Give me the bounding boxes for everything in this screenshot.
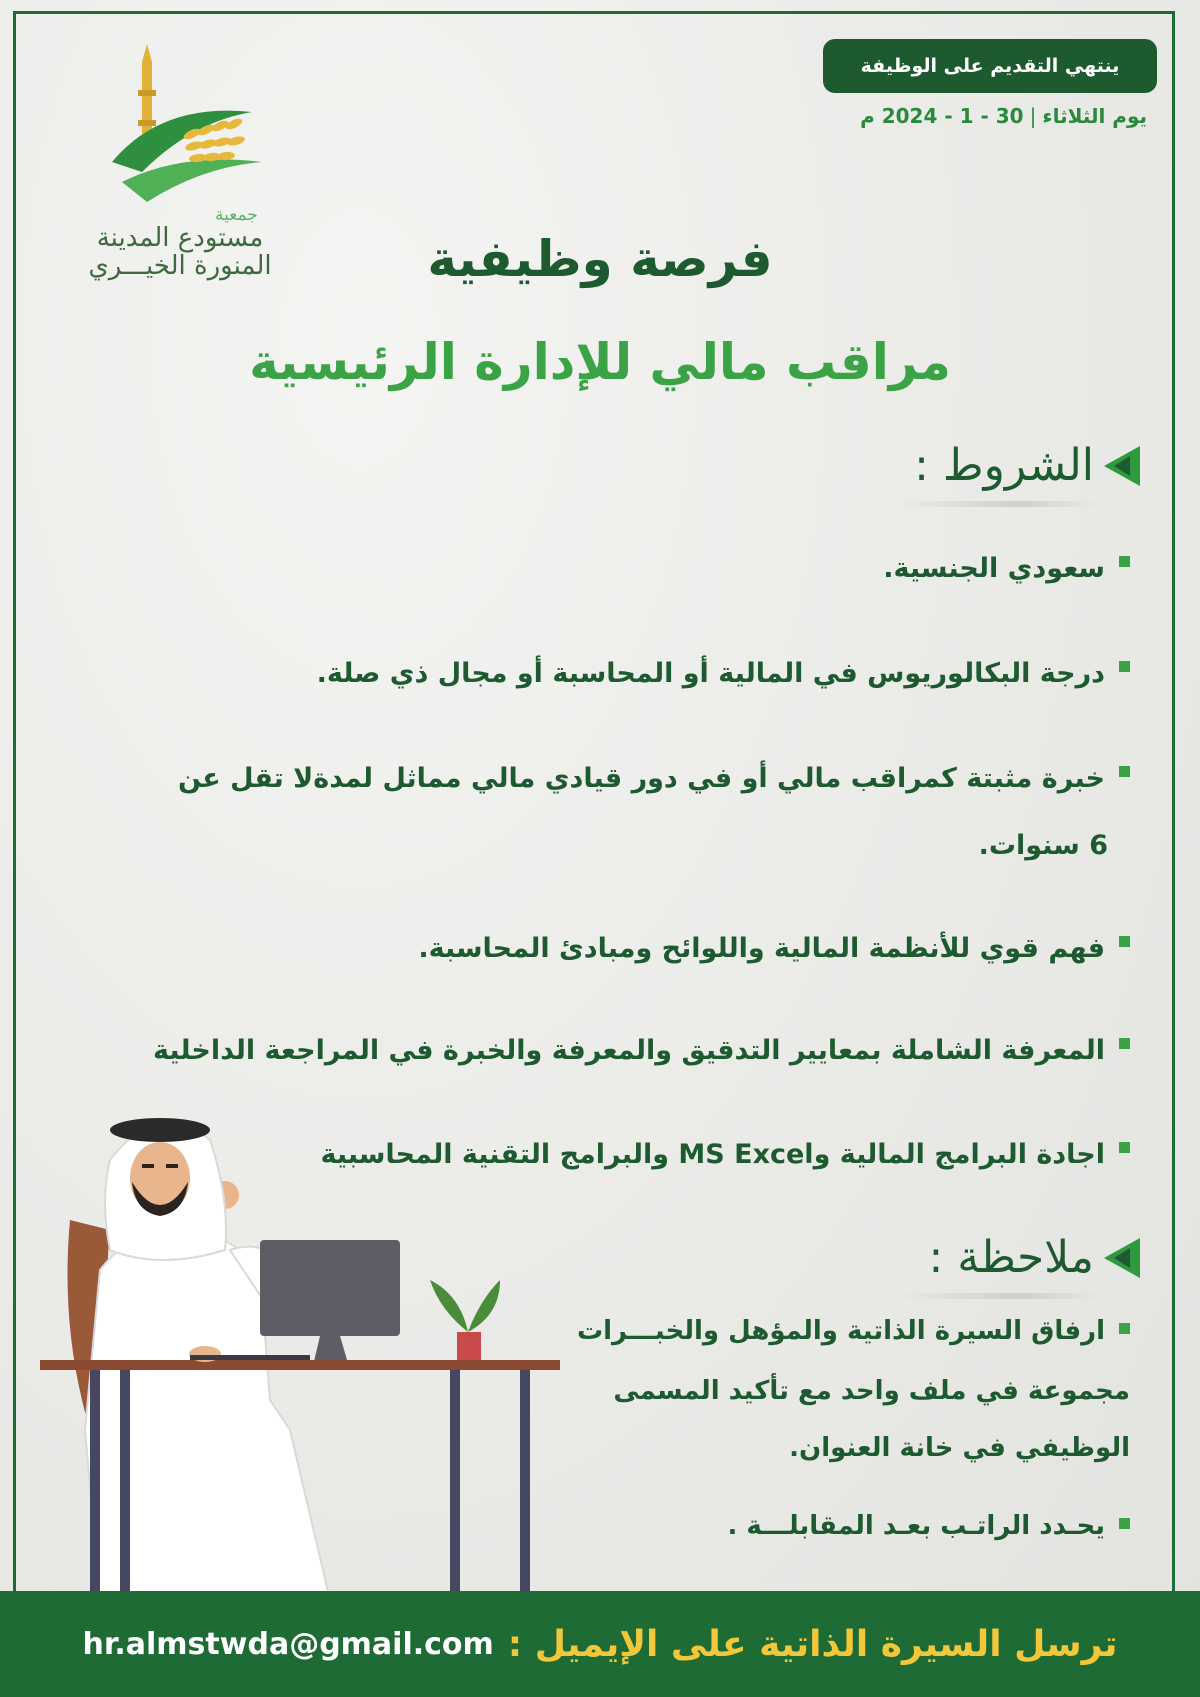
logo-line-2: المنورة الخيـــري bbox=[88, 251, 272, 282]
deadline-date bbox=[860, 104, 1147, 128]
bullet-square-icon bbox=[1119, 1323, 1130, 1334]
triangle-arrow-icon bbox=[1104, 1238, 1140, 1278]
job-title: مراقب مالي للإدارة الرئيسية bbox=[249, 333, 951, 391]
condition-item bbox=[883, 538, 1130, 600]
footer-bar bbox=[0, 1591, 1200, 1697]
logo-org-word: جمعية bbox=[215, 205, 258, 225]
note-continuation bbox=[789, 1422, 1130, 1474]
page-title: فرصة وظيفية bbox=[427, 230, 773, 288]
bullet-square-icon bbox=[1119, 1038, 1130, 1049]
condition-text: اجادة البرامج المالية وMS Excel والبرامج التقنية المحاسبية bbox=[320, 1139, 1105, 1170]
deadline-date-value: 30 - 1 - 2024 م bbox=[860, 104, 1024, 128]
bullet-square-icon bbox=[1119, 936, 1130, 947]
heading-underline bbox=[900, 501, 1100, 507]
deadline-badge bbox=[823, 39, 1157, 93]
note-text: الوظيفي في خانة العنوان. bbox=[789, 1433, 1130, 1463]
note-item bbox=[577, 1305, 1130, 1357]
condition-item bbox=[317, 643, 1130, 705]
note-continuation bbox=[613, 1365, 1130, 1417]
man-at-desk-illustration bbox=[30, 1100, 570, 1600]
condition-item bbox=[178, 748, 1130, 810]
heading-underline bbox=[900, 1293, 1100, 1299]
triangle-arrow-icon bbox=[1104, 446, 1140, 486]
desk-icon bbox=[40, 1360, 560, 1370]
bullet-square-icon bbox=[1119, 766, 1130, 777]
plant-icon bbox=[430, 1280, 500, 1332]
note-item bbox=[728, 1500, 1131, 1552]
condition-text: 6 سنوات. bbox=[978, 830, 1108, 861]
condition-continuation bbox=[979, 815, 1108, 877]
organization-logo bbox=[60, 42, 300, 282]
condition-text: خبرة مثبتة كمراقب مالي أو في دور قيادي مالي مماثل لمدةلا تقل عن bbox=[177, 763, 1105, 794]
deadline-label: ينتهي التقديم على الوظيفة bbox=[860, 55, 1120, 77]
note-text: يحـدد الراتـب بعـد المقابلـــة . bbox=[727, 1511, 1105, 1541]
bullet-square-icon bbox=[1119, 1142, 1130, 1153]
conditions-heading-label: الشروط : bbox=[914, 440, 1094, 491]
bullet-square-icon bbox=[1119, 661, 1130, 672]
notes-heading bbox=[928, 1232, 1140, 1283]
footer-email-link[interactable]: hr.almstwda@gmail.com bbox=[82, 1626, 494, 1662]
condition-text: المعرفة الشاملة بمعايير التدقيق والمعرفة والخبرة في المراجعة الداخلية bbox=[152, 1035, 1105, 1066]
note-text: مجموعة في ملف واحد مع تأكيد المسمى bbox=[613, 1376, 1130, 1406]
note-text: ارفاق السيرة الذاتية والمؤهل والخبـــرات bbox=[577, 1316, 1105, 1346]
monitor-icon bbox=[260, 1240, 400, 1336]
notes-heading-label: ملاحظة : bbox=[928, 1232, 1094, 1283]
plant-pot-icon bbox=[457, 1332, 481, 1362]
condition-text: درجة البكالوريوس في المالية أو المحاسبة أو مجال ذي صلة. bbox=[316, 658, 1105, 689]
separator: | bbox=[1029, 104, 1037, 128]
footer-label: ترسل السيرة الذاتية على الإيميل : bbox=[507, 1623, 1118, 1665]
condition-text: سعودي الجنسية. bbox=[883, 553, 1105, 584]
bullet-square-icon bbox=[1119, 556, 1130, 567]
condition-item bbox=[418, 918, 1130, 980]
condition-item bbox=[153, 1020, 1130, 1082]
condition-text: فهم قوي للأنظمة المالية واللوائح ومبادئ المحاسبة. bbox=[418, 933, 1105, 964]
wheat-minaret-icon bbox=[102, 42, 272, 207]
deadline-day: يوم الثلاثاء bbox=[1042, 104, 1147, 128]
bullet-square-icon bbox=[1119, 1518, 1130, 1529]
logo-line-1: مستودع المدينة bbox=[96, 223, 264, 254]
conditions-heading bbox=[914, 440, 1140, 491]
